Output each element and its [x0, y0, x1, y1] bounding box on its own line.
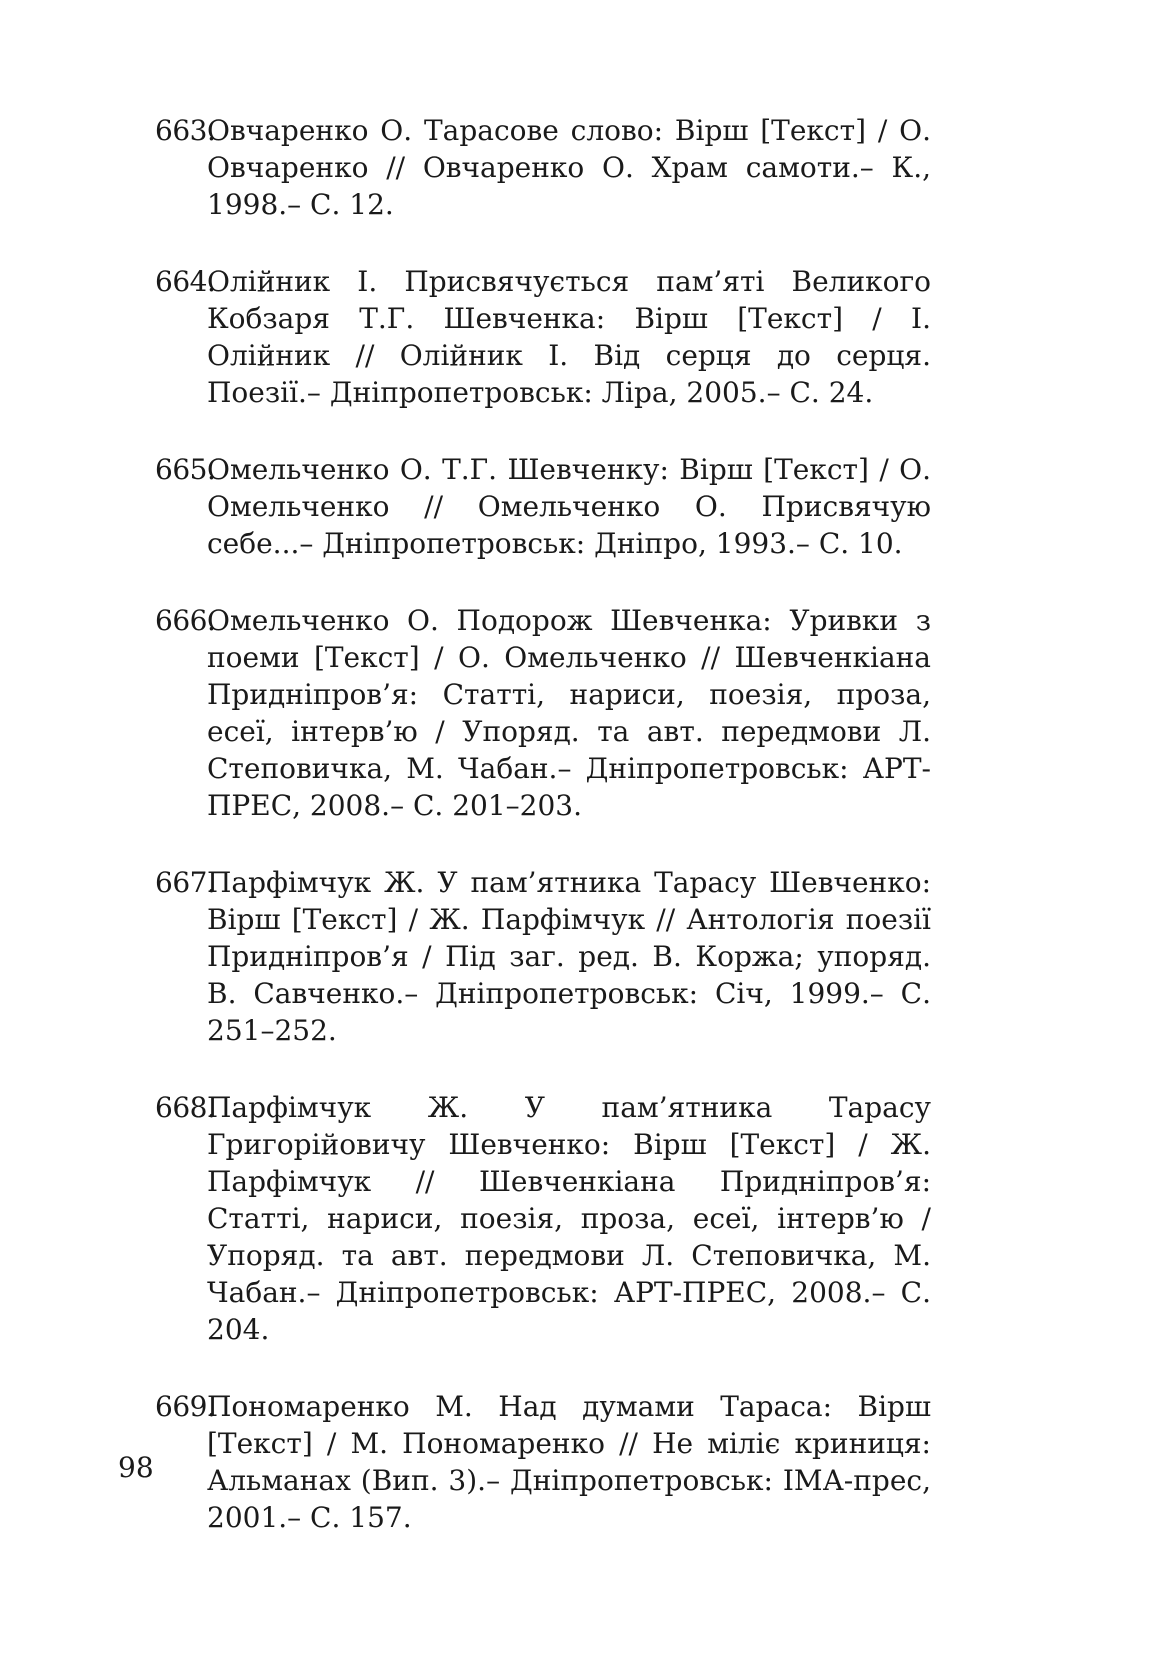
entry-text: Олійник І. Присвячується пам’яті Великого Кобзаря Т.Г. Шевченка: Вірш [Текст] / І. Олійник // Олійник І. Від серця до серця. Поезії.– Дніпропетровськ: Ліра, 2005.– С. 24. — [207, 265, 931, 409]
entry-text: Парфімчук Ж. У пам’ятника Тарасу Шевченко: Вірш [Текст] / Ж. Парфімчук // Антологія поезії Придніпров’я / Під заг. ред. В. Коржа; упоряд. В. Савченко.– Дніпропетровськ: Січ, 1999.– С. 251–252. — [207, 866, 931, 1047]
bibliography-entry — [155, 263, 931, 411]
entry-number: 669. — [155, 1390, 216, 1423]
bibliography-entry — [155, 602, 931, 824]
entry-number: 668. — [155, 1091, 216, 1124]
entry-number: 664. — [155, 265, 216, 298]
bibliography-entry — [155, 1388, 931, 1536]
page-number: 98 — [118, 1451, 154, 1484]
bibliography-entry — [155, 864, 931, 1049]
entry-text: Пономаренко М. Над думами Тараса: Вірш [Текст] / М. Пономаренко // Не міліє криниця: Альманах (Вип. 3).– Дніпропетровськ: ІМА-прес, 2001.– С. 157. — [207, 1390, 931, 1534]
bibliography-entry — [155, 1089, 931, 1348]
bibliography-list — [155, 112, 931, 1576]
entry-number: 663. — [155, 114, 216, 147]
entry-text: Парфімчук Ж. У пам’ятника Тарасу Григорійовичу Шевченко: Вірш [Текст] / Ж. Парфімчук // Шевченкіана Придніпров’я: Статті, нариси, поезія, проза, есеї, інтерв’ю / Упоряд. та авт. передмови Л. Степовичка, М. Чабан.– Дніпропетровськ: АРТ-ПРЕС, 2008.– С. 204. — [207, 1091, 931, 1346]
entry-number: 667. — [155, 866, 216, 899]
entry-text: Омельченко О. Т.Г. Шевченку: Вірш [Текст] / О. Омельченко // Омельченко О. Присвячую себе...– Дніпропетровськ: Дніпро, 1993.– С. 10. — [207, 453, 931, 560]
bibliography-entry — [155, 112, 931, 223]
entry-number: 666. — [155, 604, 216, 637]
entry-text: Овчаренко О. Тарасове слово: Вірш [Текст] / О. Овчаренко // Овчаренко О. Храм самоти.– К., 1998.– С. 12. — [207, 114, 931, 221]
entry-number: 665. — [155, 453, 216, 486]
bibliography-entry — [155, 451, 931, 562]
entry-text: Омельченко О. Подорож Шевченка: Уривки з поеми [Текст] / О. Омельченко // Шевченкіана Придніпров’я: Статті, нариси, поезія, проза, есеї, інтерв’ю / Упоряд. та авт. передмови Л. Степовичка, М. Чабан.– Дніпропетровськ: АРТ-ПРЕС, 2008.– С. 201–203. — [207, 604, 931, 822]
